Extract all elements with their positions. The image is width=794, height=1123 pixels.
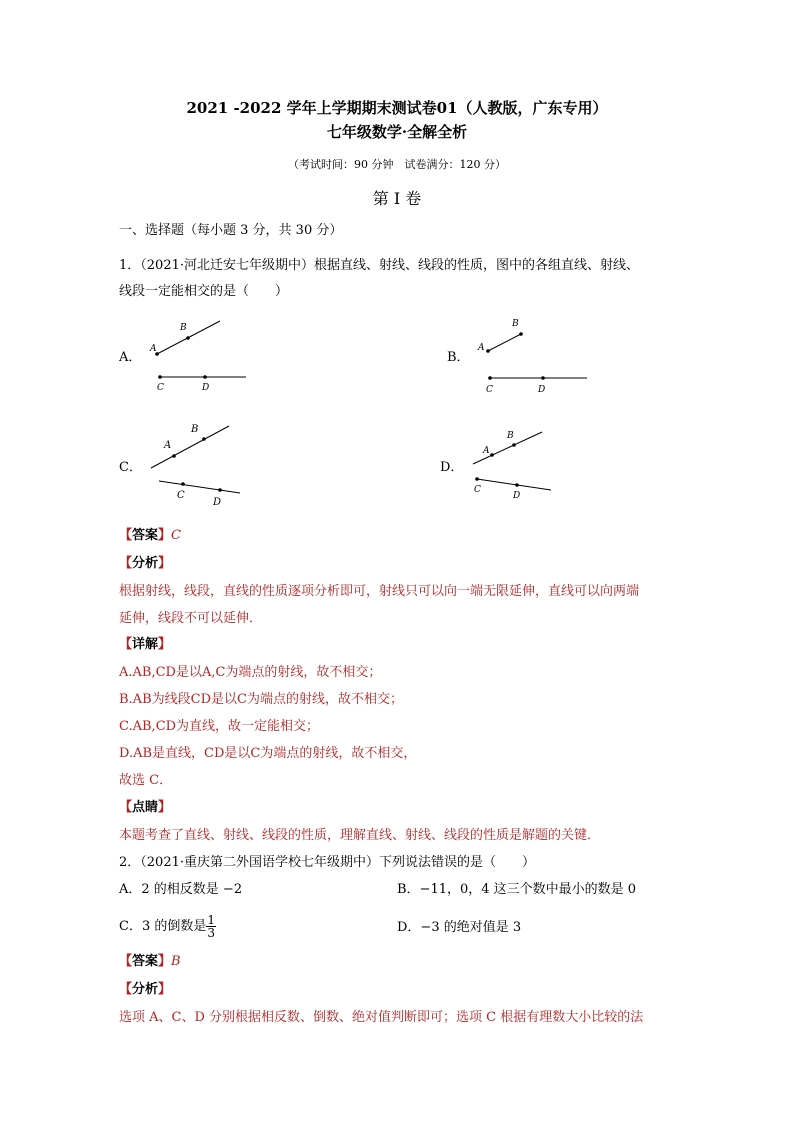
point-b-label: B — [512, 319, 519, 329]
section-heading: 一、选择题（每小题 3 分，共 30 分） — [119, 223, 343, 238]
point-a-label: A — [483, 446, 490, 456]
q1-stem-line1: 1．（2021·河北迁安七年级期中）根据直线、射线、线段的性质，图中的各组直线、射线、 — [119, 258, 639, 273]
point-a-label: A — [150, 344, 157, 354]
q1-option-b-label: B． — [447, 350, 470, 365]
point-d-label: D — [213, 497, 222, 508]
answer-value: B — [171, 954, 181, 969]
q1-detail-b: B.AB为线段CD是以C为端点的射线，故不相交； — [119, 692, 403, 707]
q2-analysis-line1: 选项 A、C、D 分别根据相反数、倒数、绝对值判断即可；选项 C 根据有理数大小比较的法 — [119, 1010, 644, 1025]
fraction-one-third: $\frac{1}{3}$ — [207, 913, 215, 940]
q2-option-d: D．−3 的绝对值是 3 — [397, 920, 522, 935]
q1-option-c-label: C． — [119, 460, 142, 475]
point-c-label: C — [486, 385, 493, 395]
point-c-label: C — [474, 485, 481, 495]
q1-analysis-line2: 延伸，线段不可以延伸． — [119, 611, 263, 626]
point-b-label: B — [507, 431, 514, 441]
point-b-label: B — [191, 424, 199, 435]
q1-detail-d: D.AB是直线，CD是以C为端点的射线，故不相交， — [119, 746, 417, 761]
exam-subtitle: 七年级数学·全解全析 — [326, 123, 468, 141]
point-d-label: D — [538, 385, 546, 395]
q1-analysis-line1: 根据射线，线段，直线的性质逐项分析即可，射线只可以向一端无限延伸，直线可以向两端 — [119, 584, 640, 599]
q1-detail-tag: 【详解】 — [119, 637, 172, 652]
point-b-label: B — [180, 323, 187, 333]
q1-answer-row — [119, 526, 181, 546]
q1-option-c-figure — [145, 418, 245, 510]
point-c-label: C — [157, 383, 164, 393]
q1-conclusion: 故选 C． — [119, 773, 173, 788]
q2-option-b: B．−11，0，4 这三个数中最小的数是 0 — [397, 882, 637, 897]
q1-option-d-figure — [465, 424, 565, 506]
q1-detail-c: C.AB,CD为直线，故一定能相交； — [119, 719, 320, 734]
q2-stem: 2．（2021·重庆第二外国语学校七年级期中）下列说法错误的是（ ） — [119, 855, 535, 870]
point-a-label: A — [478, 343, 485, 353]
q1-comment-tag: 【点睛】 — [119, 800, 172, 815]
q2-analysis-tag: 【分析】 — [119, 982, 172, 997]
q1-option-a-label: A． — [119, 350, 142, 365]
answer-tag: 【答案】 — [119, 528, 172, 543]
q2-option-a: A．2 的相反数是 −2 — [119, 882, 243, 897]
exam-title: 2021 -2022 学年上学期期末测试卷01（人教版，广东专用） — [186, 99, 608, 117]
point-d-label: D — [202, 383, 210, 393]
point-c-label: C — [177, 490, 185, 501]
q1-option-a-figure — [140, 316, 260, 396]
q1-detail-a: A.AB,CD是以A,C为端点的射线，故不相交； — [119, 665, 382, 680]
exam-info: （考试时间：90 分钟 试卷满分：120 分） — [288, 158, 506, 171]
q1-comment: 本题考查了直线、射线、线段的性质，理解直线、射线、线段的性质是解题的关键． — [119, 828, 601, 843]
point-d-label: D — [513, 491, 521, 501]
answer-value: C — [171, 528, 181, 543]
q1-stem-line2: 线段一定能相交的是（ ） — [119, 284, 289, 299]
volume-heading: 第 I 卷 — [372, 189, 422, 208]
q1-option-b-figure — [470, 312, 600, 396]
q2-option-c: C．3 的倒数是 $\frac{1}{3}$ — [119, 913, 215, 940]
q2-answer-row: 【答案】B — [119, 954, 181, 969]
point-a-label: A — [164, 440, 172, 451]
q1-analysis-tag: 【分析】 — [119, 556, 172, 571]
q1-option-d-label: D． — [440, 460, 464, 475]
